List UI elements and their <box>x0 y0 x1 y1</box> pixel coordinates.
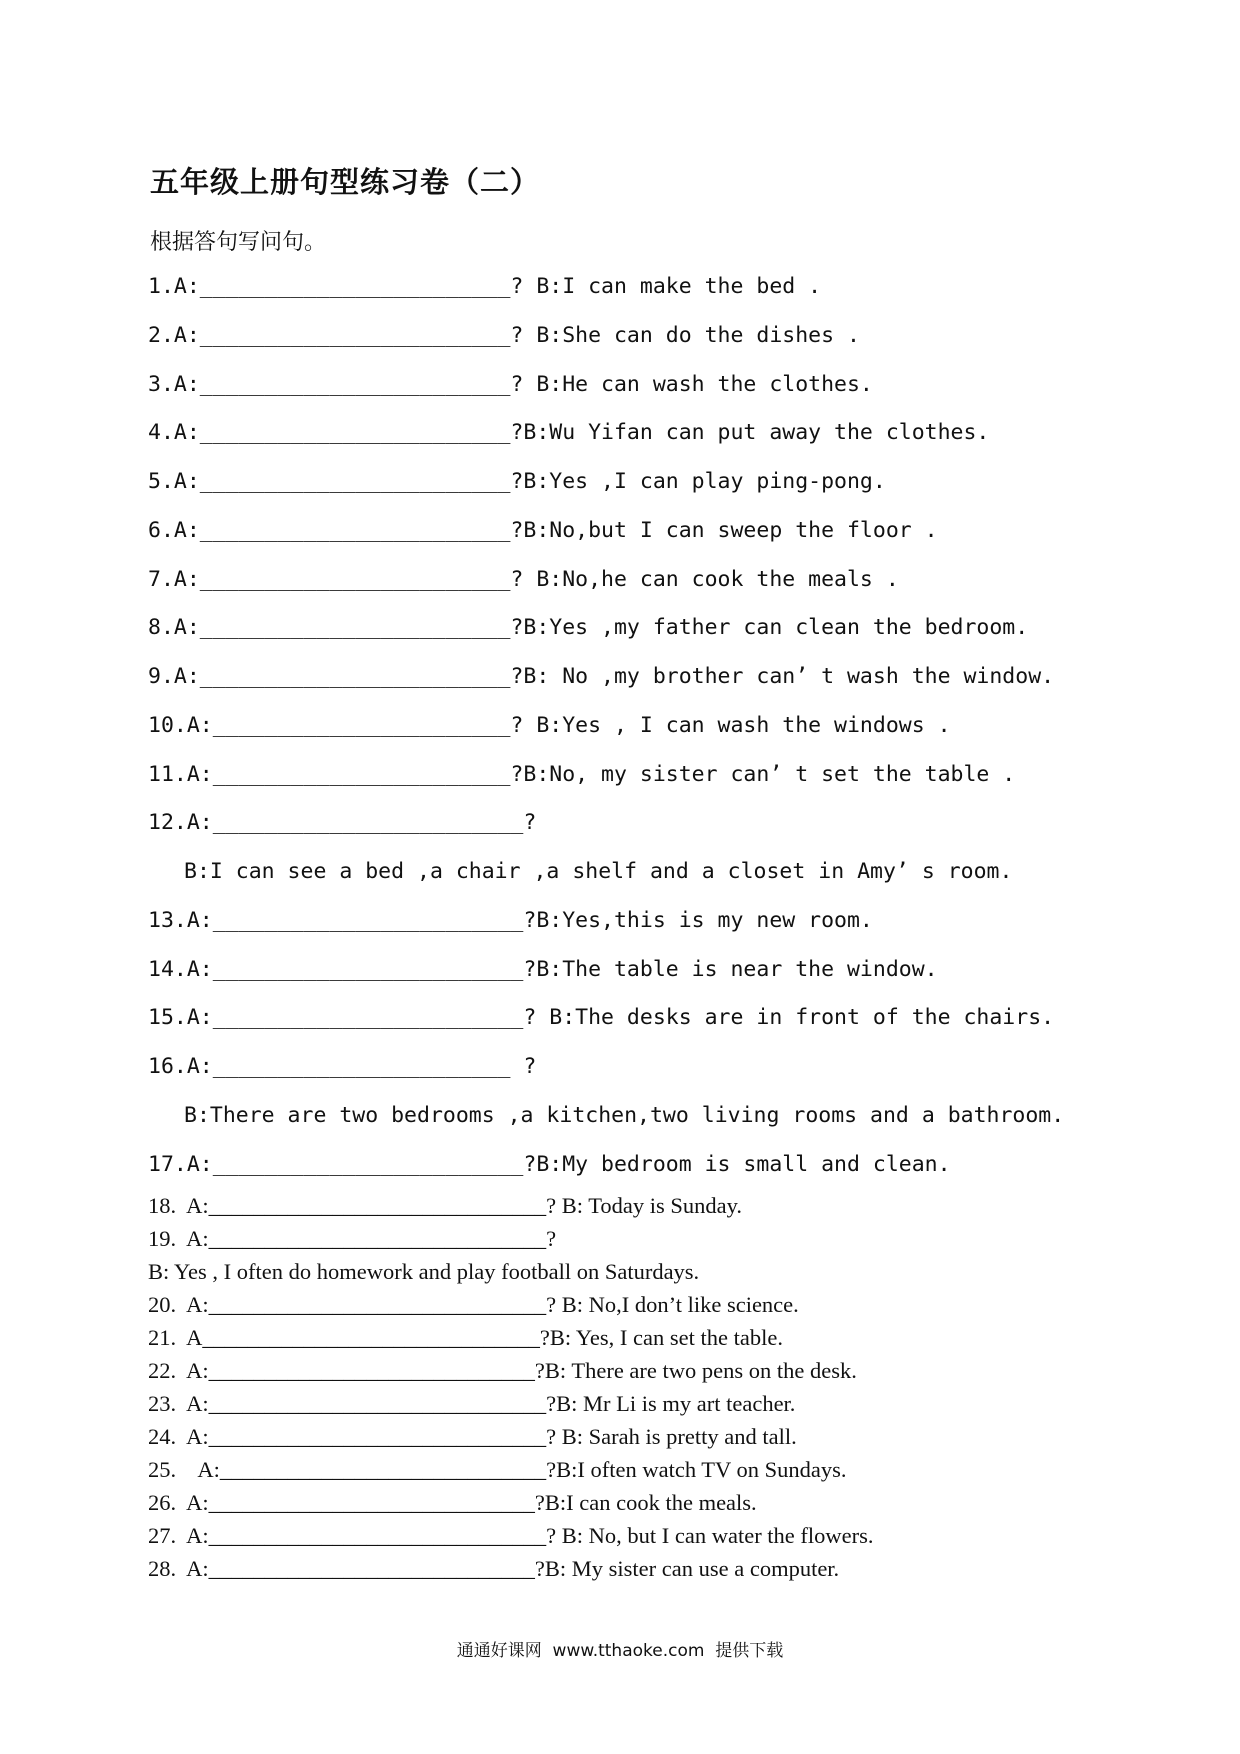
question-line: 18. A:______________________________? B: Today is Sunday. <box>148 1193 743 1218</box>
question-line: 21. A______________________________?B: Yes, I can set the table. <box>148 1325 783 1350</box>
answer-line: B: Yes , I often do homework and play football on Saturdays. <box>148 1259 700 1284</box>
question-line: 15.A:________________________? B:The desks are in front of the chairs. <box>148 1005 1055 1030</box>
question-line: 7.A:________________________? B:No,he can cook the meals . <box>148 567 899 592</box>
question-line: 16.A:_______________________ ? <box>148 1054 537 1079</box>
question-line: 17.A:________________________?B:My bedroom is small and clean. <box>148 1152 951 1177</box>
answer-line: B:I can see a bed ,a chair ,a shelf and a closet in Amy’ s room. <box>184 859 1013 884</box>
question-line: 2.A:________________________? B:She can do the dishes . <box>148 323 860 348</box>
question-line: 8.A:________________________?B:Yes ,my father can clean the bedroom. <box>148 615 1029 640</box>
question-line: 24. A:______________________________? B: Sarah is pretty and tall. <box>148 1424 797 1449</box>
question-line: 23. A:______________________________?B: Mr Li is my art teacher. <box>148 1391 796 1416</box>
question-line: 4.A:________________________?B:Wu Yifan can put away the clothes. <box>148 420 990 445</box>
question-line: 14.A:________________________?B:The table is near the window. <box>148 957 938 982</box>
instruction-text: 根据答句写问句。 <box>150 230 327 255</box>
question-line: 22. A:_____________________________?B: There are two pens on the desk. <box>148 1358 857 1383</box>
question-line: 10.A:_______________________? B:Yes , I can wash the windows . <box>148 713 951 738</box>
question-line: 26. A:_____________________________?B:I can cook the meals. <box>148 1490 757 1515</box>
question-line: 1.A:________________________? B:I can make the bed . <box>148 274 822 299</box>
question-line: 13.A:________________________?B:Yes,this is my new room. <box>148 908 873 933</box>
question-line: 25. A:_____________________________?B:I often watch TV on Sundays. <box>148 1457 847 1482</box>
question-line: 6.A:________________________?B:No,but I can sweep the floor . <box>148 518 938 543</box>
question-line: 19. A:______________________________? <box>148 1226 557 1251</box>
question-line: 20. A:______________________________? B: No,I don’t like science. <box>148 1292 799 1317</box>
answer-line: B:There are two bedrooms ,a kitchen,two living rooms and a bathroom. <box>184 1103 1065 1128</box>
question-line: 11.A:_______________________?B:No, my sister can’ t set the table . <box>148 762 1016 787</box>
question-line: 5.A:________________________?B:Yes ,I can play ping-pong. <box>148 469 886 494</box>
question-line: 27. A:______________________________? B: No, but I can water the flowers. <box>148 1523 874 1548</box>
page-title: 五年级上册句型练习卷（二） <box>150 165 541 199</box>
question-line: 3.A:________________________? B:He can wash the clothes. <box>148 372 873 397</box>
question-line: 28. A:_____________________________?B: My sister can use a computer. <box>148 1556 840 1581</box>
question-line: 9.A:________________________?B: No ,my brother can’ t wash the window. <box>148 664 1055 689</box>
question-line: 12.A:________________________? <box>148 810 537 835</box>
footer-text: 通通好课网 www.tthaoke.com 提供下载 <box>456 1641 784 1661</box>
